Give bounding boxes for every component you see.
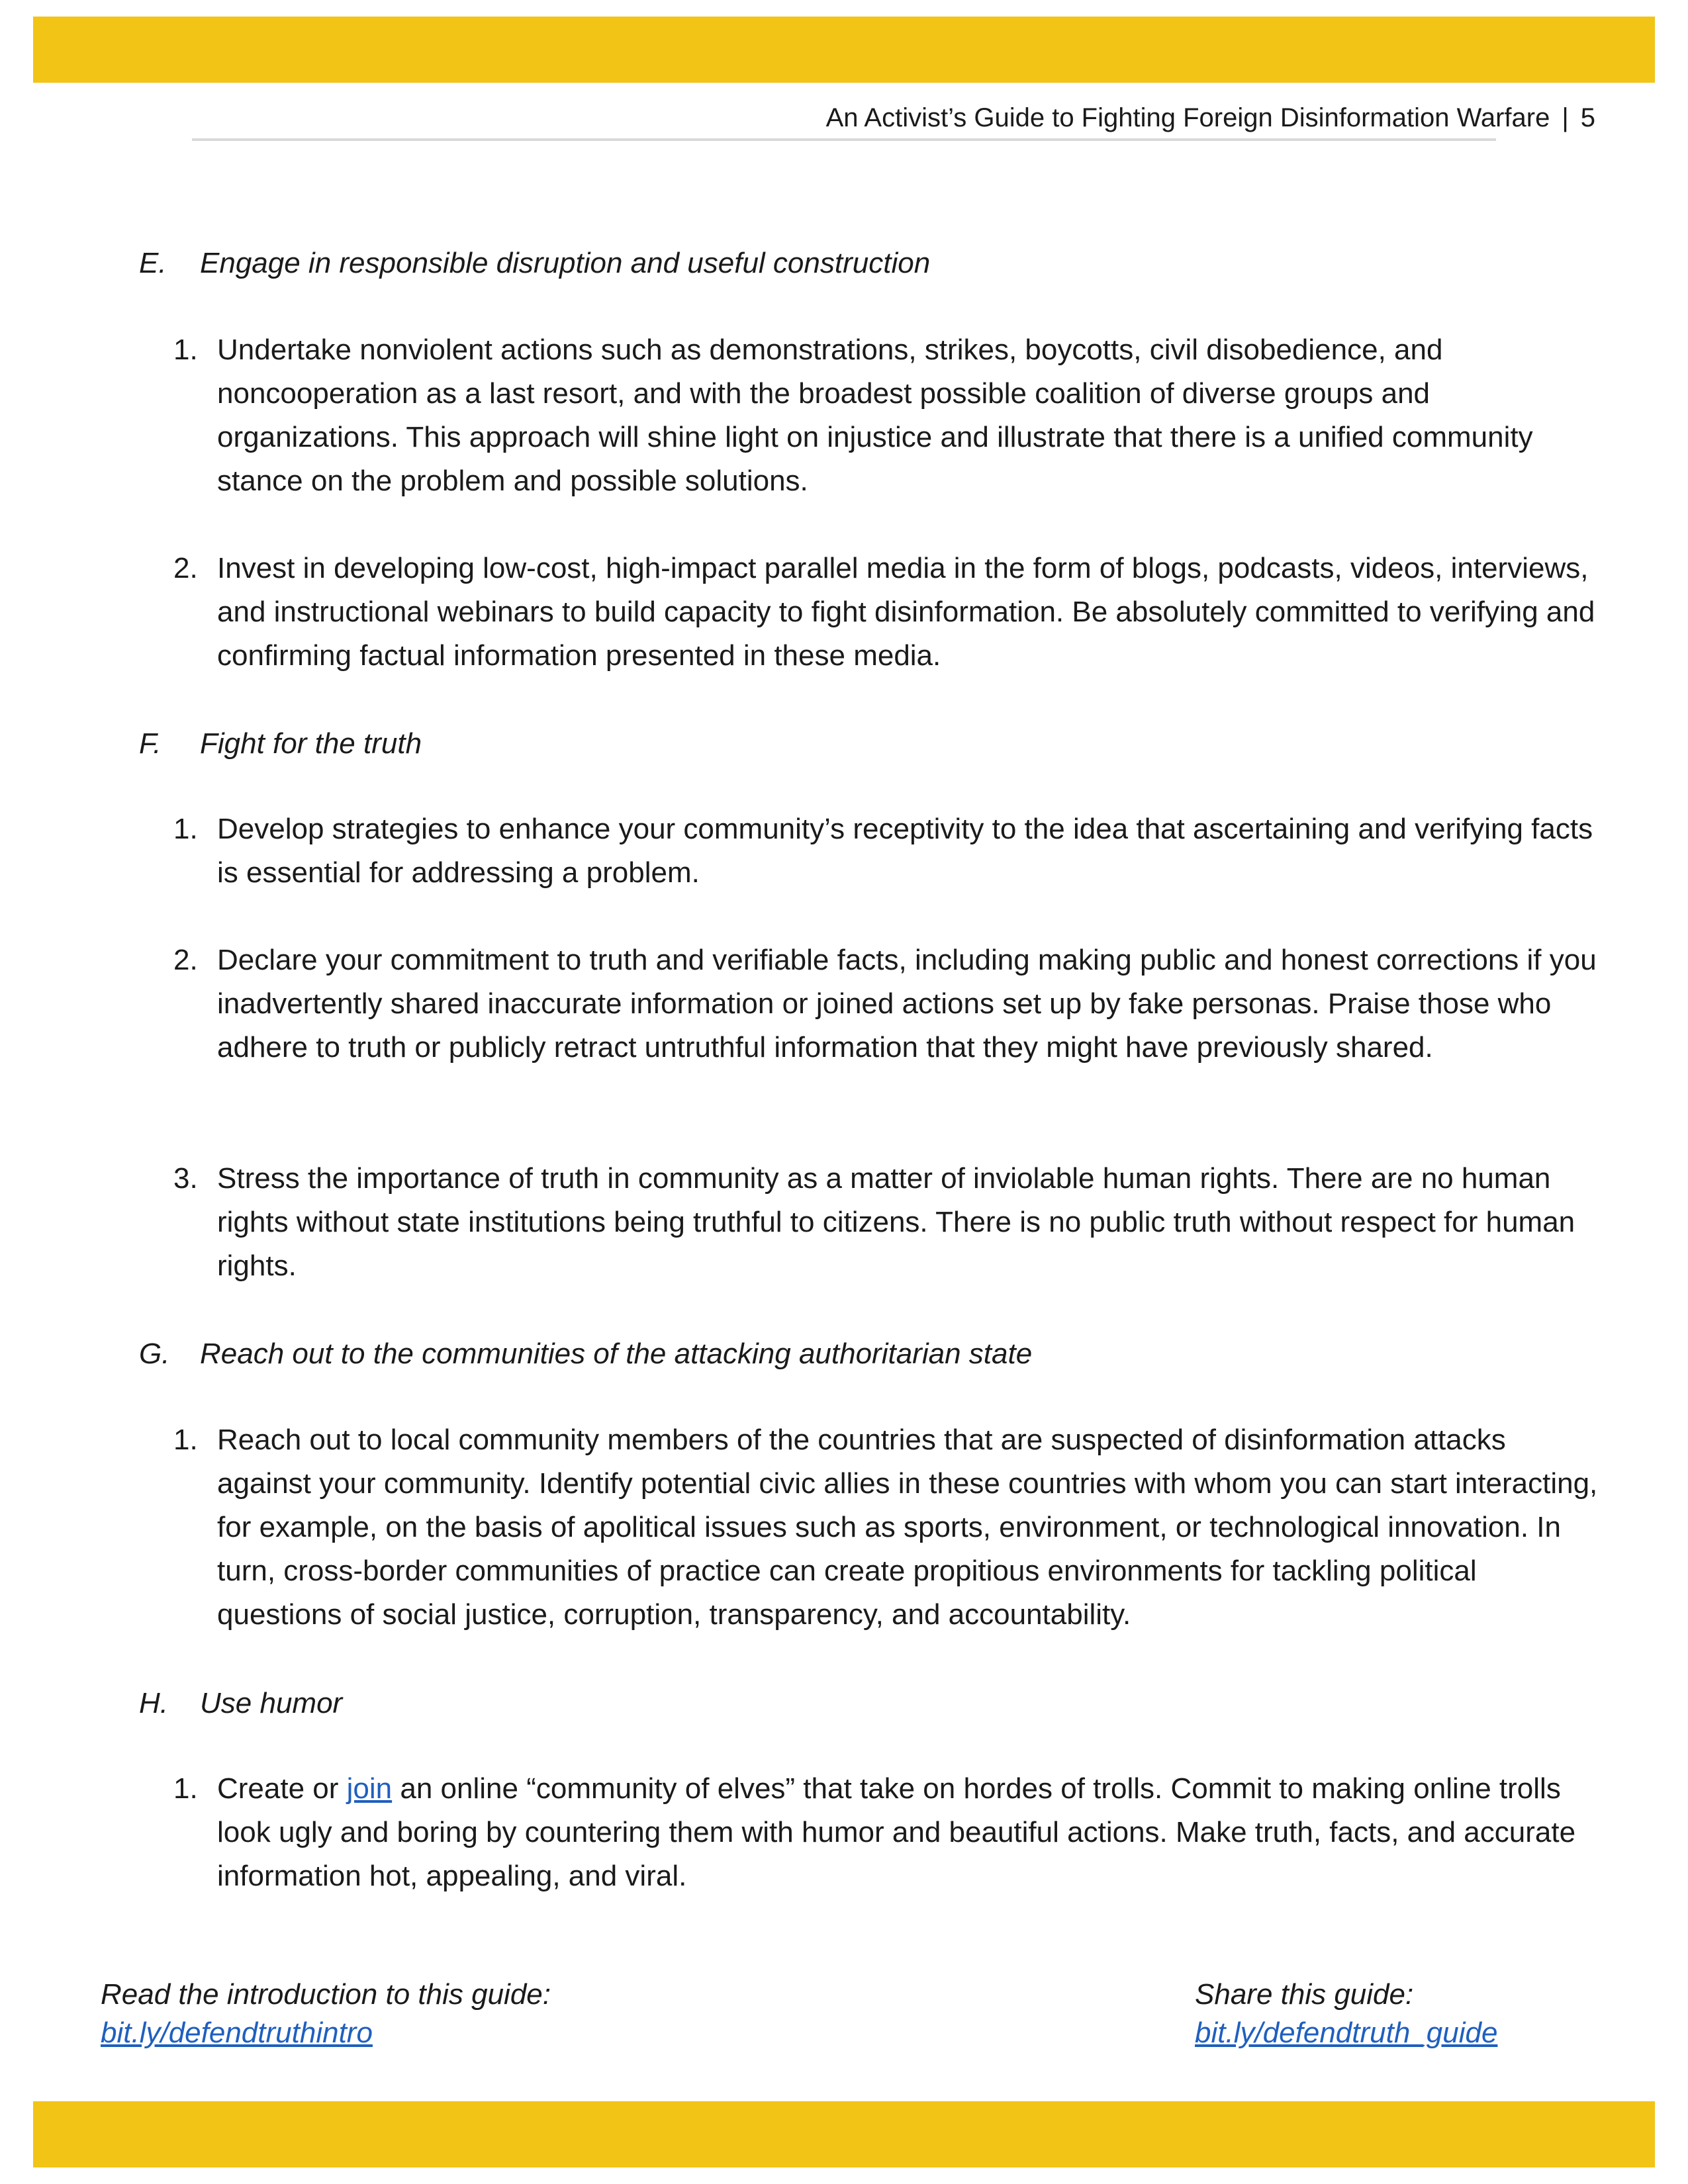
item-number: 2. — [173, 552, 198, 584]
item-text: Stress the importance of truth in community as a matter of inviolable human rights. There are no human rights without state institutions being truthful to citizens. There is no public truth without respect for human rights. — [217, 1162, 1575, 1282]
page-number: 5 — [1580, 103, 1595, 132]
section-letter: G. — [139, 1338, 170, 1370]
running-header — [826, 99, 1595, 136]
item-text: Develop strategies to enhance your community’s receptivity to the idea that ascertaining and verifying facts is essential for addressing a problem. — [217, 813, 1593, 889]
item-number: 1. — [173, 334, 198, 366]
list-item — [173, 1157, 1603, 1288]
list-item — [173, 547, 1603, 678]
section-letter: H. — [139, 1687, 168, 1719]
footer-share-label: Share this guide: — [1195, 1978, 1414, 2011]
list-item — [173, 938, 1603, 1069]
item-number: 1. — [173, 813, 198, 845]
item-text-before: Create or — [217, 1772, 347, 1805]
section-title: Fight for the truth — [200, 727, 422, 760]
top-color-band — [33, 17, 1655, 83]
section-letter: F. — [139, 727, 162, 760]
item-number: 3. — [173, 1162, 198, 1195]
footer-intro-label: Read the introduction to this guide: — [101, 1978, 551, 2011]
footer-intro — [101, 1976, 551, 2052]
header-separator: | — [1562, 103, 1569, 132]
item-number: 1. — [173, 1772, 198, 1805]
section-heading-g — [139, 1334, 1032, 1374]
footer-share — [1195, 1976, 1497, 2052]
item-text: Invest in developing low-cost, high-impact parallel media in the form of blogs, podcasts, videos, interviews, and instructional webinars to build capacity to fight disinformation. Be absolutely committed to verifying and confirming factual information presented in these media. — [217, 552, 1595, 672]
join-link[interactable]: join — [346, 1772, 393, 1805]
section-heading-e — [139, 244, 930, 283]
item-text — [217, 1767, 1603, 1898]
document-title: An Activist’s Guide to Fighting Foreign Disinformation Warfare — [825, 103, 1550, 132]
section-letter: E. — [139, 247, 167, 279]
header-rule — [192, 138, 1496, 141]
section-title: Use humor — [200, 1687, 343, 1719]
item-text-after: an online “community of elves” that take on hordes of trolls. Commit to making online trolls look ugly and boring by countering them with humor and beautiful actions. Make truth, facts, and accurate information hot, appealing, and viral. — [217, 1772, 1576, 1892]
bottom-color-band — [33, 2101, 1655, 2167]
list-item — [173, 1767, 1603, 1898]
share-link[interactable]: bit.ly/defendtruth_guide — [1195, 2017, 1498, 2049]
item-text: Declare your commitment to truth and verifiable facts, including making public and honest corrections if you inadvertently shared inaccurate information or joined actions set up by fake personas. Praise those who adhere to truth or publicly retract untruthful information that they might have previously shared. — [217, 944, 1597, 1064]
section-heading-h — [139, 1684, 342, 1723]
section-title: Engage in responsible disruption and useful construction — [200, 247, 931, 279]
section-title: Reach out to the communities of the attacking authoritarian state — [200, 1338, 1033, 1370]
item-text: Reach out to local community members of the countries that are suspected of disinformation attacks against your community. Identify potential civic allies in these countries with whom you can start interacting, for example, on the basis of apolitical issues such as sports, environment, or technological innovation. In turn, cross-border communities of practice can create propitious environments for tackling political questions of social justice, corruption, transparency, and accountability. — [217, 1424, 1598, 1631]
list-item — [173, 328, 1603, 503]
item-number: 1. — [173, 1424, 198, 1456]
intro-link[interactable]: bit.ly/defendtruthintro — [101, 2017, 373, 2049]
section-heading-f — [139, 724, 422, 764]
item-number: 2. — [173, 944, 198, 976]
item-text: Undertake nonviolent actions such as demonstrations, strikes, boycotts, civil disobedience, and noncooperation as a last resort, and with the broadest possible coalition of diverse groups and organizations. This approach will shine light on injustice and illustrate that there is a unified community stance on the problem and possible solutions. — [217, 334, 1533, 497]
list-item — [173, 807, 1603, 895]
list-item — [173, 1418, 1603, 1637]
